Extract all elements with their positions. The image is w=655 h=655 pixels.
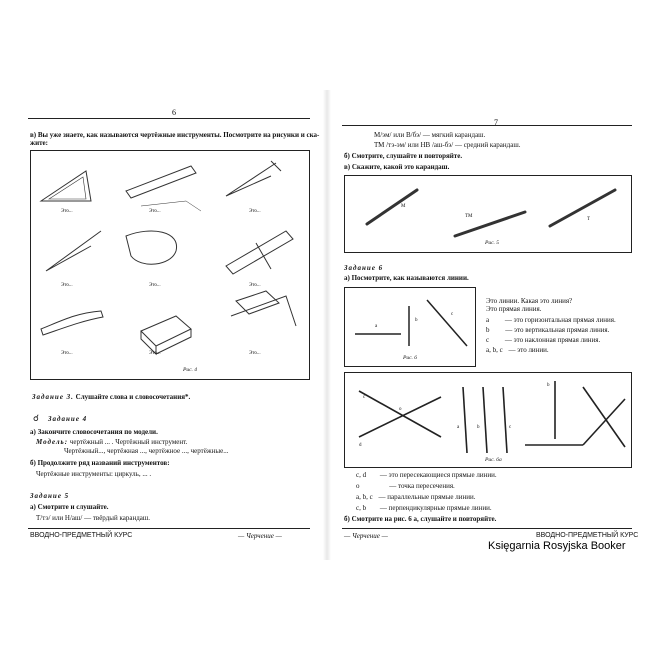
fig6a-label-a: a — [457, 425, 460, 430]
line-label-c: c — [451, 312, 454, 317]
page-number-right: 7 — [494, 118, 498, 127]
task-3-heading: Задание 3. — [32, 393, 74, 401]
def-point: o — точка пересечения. — [356, 482, 455, 490]
eto-label: Это... — [61, 351, 73, 356]
eto-label: Это... — [249, 209, 261, 214]
fig6a-label-b: b — [477, 425, 480, 430]
footer-course-left: ВВОДНО-ПРЕДМЕТНЫЙ КУРС — [30, 532, 133, 539]
task-6-heading: Задание 6 — [344, 264, 384, 272]
task-5-a: а) Смотрите и слушайте. — [30, 503, 109, 511]
eto-label: Это... — [249, 351, 261, 356]
def-parallel: a, b, c — параллельные прямые линии. — [356, 493, 476, 501]
t-square-drawing — [226, 231, 293, 274]
what-line-question: Это линии. Какая это линия? — [486, 297, 573, 305]
watermark: Księgarnia Rosyjska Booker — [488, 540, 626, 552]
ear-icon: ☌ — [33, 413, 40, 423]
line-item-a: a — это горизонтальная прямая линия. — [486, 316, 616, 324]
def-intersecting: c, d — это пересекающиеся прямые линии. — [356, 471, 497, 479]
footer-rule-left — [28, 528, 310, 529]
ruler-drawing — [126, 166, 196, 198]
parallel-line-a — [463, 387, 467, 453]
pencil-t — [550, 190, 615, 226]
eto-label: Это... — [149, 283, 161, 288]
eraser-drawing — [141, 316, 191, 354]
line-item-abc: a, b, c — это линии. — [486, 346, 549, 354]
intro-text: в) Вы уже знаете, как называются чертёжные инструменты. Посмотрите на рисунки и ска- — [30, 131, 320, 139]
footer-course-right: ВВОДНО-ПРЕДМЕТНЫЙ КУРС — [536, 532, 639, 539]
figure-5-caption: Рис. 5 — [485, 240, 500, 246]
task-6-a: а) Посмотрите, как называются линии. — [344, 274, 469, 282]
soft-pencil-line: М/эм/ или В/бэ/ — мягкий карандаш. — [374, 131, 486, 139]
figure-4-box — [30, 150, 310, 380]
figure-6a-caption: Рис. 6а — [485, 457, 502, 463]
top-rule-right — [342, 125, 632, 126]
figure-6-box — [344, 287, 476, 367]
line-item-c: c — это наклонная прямая линия. — [486, 336, 601, 344]
triangle-ruler-drawing — [41, 171, 91, 201]
divider-drawing — [46, 231, 101, 271]
pencil-task-v: в) Скажите, какой это карандаш. — [344, 163, 450, 171]
french-curve-drawing — [126, 231, 177, 264]
book-spine — [323, 90, 331, 560]
intersecting-line-c — [359, 391, 441, 437]
fig6a-label-o: o — [399, 407, 402, 412]
eto-label: Это... — [149, 351, 161, 356]
task-6-b: б) Смотрите на рис. 6 а, слушайте и повторяйте. — [344, 515, 497, 523]
medium-pencil-line: ТМ /тэ-эм/ или НВ /аш-бэ/ — средний карандаш. — [374, 141, 521, 149]
pencil-label-t: Т — [587, 217, 591, 222]
model-label: Модель: — [36, 438, 69, 446]
task-4-b-text: Чертёжные инструменты: циркуль, ... . — [36, 470, 152, 478]
task-3-text: Слушайте слова и словосочетания*. — [75, 393, 191, 401]
drawing-instruments-illustration — [31, 151, 309, 379]
sharpener-drawing — [231, 291, 296, 326]
eto-label: Это... — [61, 283, 73, 288]
parallel-line-b — [483, 387, 487, 453]
eto-label: Это... — [249, 283, 261, 288]
figure-5-box — [344, 175, 632, 253]
figure-6a-box — [344, 372, 632, 468]
top-rule-left — [28, 118, 310, 119]
task-4-a: а) Закончите словосочетания по модели. — [30, 428, 158, 436]
footer-subject-right: — Черчение — — [344, 532, 388, 540]
page-number-left: 6 — [172, 108, 176, 117]
line-c — [427, 300, 467, 346]
pencil-m — [367, 190, 417, 224]
parallel-line-c — [503, 387, 507, 453]
pencil-label-m: М — [401, 204, 406, 209]
line-item-b: b — это вертикальная прямая линия. — [486, 326, 610, 334]
knife-drawing — [41, 311, 103, 335]
pencil-task-b: б) Смотрите, слушайте и повторяйте. — [344, 152, 463, 160]
line-relations-illustration — [345, 373, 631, 467]
figure-4-caption: Рис. 4 — [183, 367, 198, 373]
fig6a-label-b2: b — [547, 383, 550, 388]
compass-drawing — [226, 161, 281, 196]
def-perpendicular: c, b — перпендикулярные прямые линии. — [356, 504, 492, 512]
straight-line-text: Это прямая линия. — [486, 305, 542, 313]
line-label-a: a — [375, 324, 378, 329]
eto-label: Это... — [149, 209, 161, 214]
footer-subject-left: — Черчение — — [238, 532, 282, 540]
task-4-b: б) Продолжите ряд названий инструментов: — [30, 459, 170, 467]
task-5-heading: Задание 5 — [30, 492, 70, 500]
fig6a-label-d: d — [359, 443, 362, 448]
fig6a-label-c2: c — [509, 425, 512, 430]
model-text: чертёжный ... . Чертёжный инструмент. — [69, 438, 188, 446]
fig6a-label-c: c — [363, 395, 366, 400]
footer-rule-right — [342, 528, 632, 529]
hard-pencil-line: Т/тэ/ или Н/аш/ — твёрдый карандаш. — [36, 514, 151, 522]
intro-text-2: жите: — [30, 139, 48, 147]
task-4-heading: Задание 4 — [48, 415, 88, 423]
line-label-b: b — [415, 318, 418, 323]
eto-label: Это... — [61, 209, 73, 214]
figure-6-caption: Рис. 6 — [403, 355, 418, 361]
pencil-label-tm: ТМ — [465, 214, 473, 219]
model-text-2: Чертёжный..., чертёжная ..., чертёжное ..., чертёжные... — [64, 447, 229, 455]
